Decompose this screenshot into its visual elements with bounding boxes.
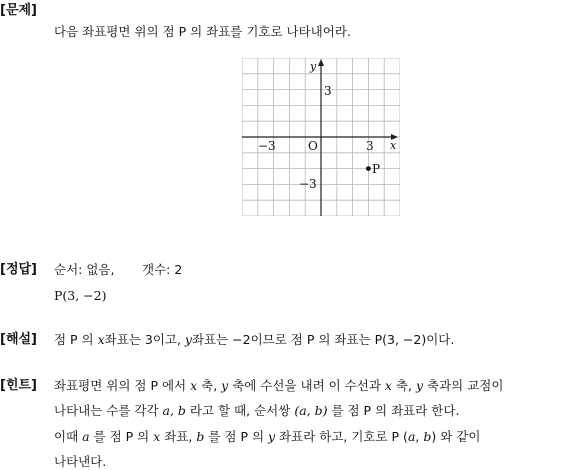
problem-heading: [문제] xyxy=(0,3,37,18)
origin-label: O xyxy=(308,139,318,153)
answer-count: 갯수: 2 xyxy=(142,262,183,277)
hint-line-1 xyxy=(54,378,503,394)
hint-l1-x: x xyxy=(190,378,198,393)
explanation-part2: 좌표는 3이고, xyxy=(104,332,185,347)
x-tick-neg3: −3 xyxy=(258,139,276,153)
x-axis-label: x xyxy=(390,139,397,152)
hint-l3-x: x xyxy=(153,429,161,444)
coordinate-plane xyxy=(242,58,400,216)
hint-l2-a: 나타내는 수를 각각 xyxy=(54,403,163,418)
hint-l3-bv: b xyxy=(196,429,205,444)
hint-l3-g: ) 와 같이 xyxy=(431,429,481,444)
explanation-heading: [해설] xyxy=(0,332,37,347)
x-tick-3: 3 xyxy=(366,139,374,153)
point-p-label: P xyxy=(372,162,381,176)
hint-l1-e: 축과의 교점이 xyxy=(423,378,504,393)
hint-l3-av2: a xyxy=(407,429,416,444)
hint-l3-y: y xyxy=(268,429,276,444)
hint-l3-f: , xyxy=(415,429,424,444)
y-tick-3: 3 xyxy=(324,84,332,98)
y-tick-neg3: −3 xyxy=(299,177,317,191)
explanation-x-var: x xyxy=(97,332,105,347)
hint-line-3 xyxy=(54,429,480,445)
explanation-text xyxy=(54,332,454,348)
explanation-part3: 좌표는 −2이므로 점 P 의 좌표는 P(3, −2)이다. xyxy=(191,332,455,347)
answer-order: 순서: 없음, xyxy=(54,262,115,277)
hint-l1-a: 좌표평면 위의 점 P 에서 xyxy=(54,378,191,393)
hint-l3-d: 를 점 P 의 xyxy=(204,429,269,444)
hint-l1-x2: x xyxy=(384,378,392,393)
hint-l1-y2: y xyxy=(415,378,424,393)
hint-l3-c: 좌표, xyxy=(160,429,197,444)
hint-l3-bv2: b xyxy=(423,429,432,444)
hint-l1-d: 축, xyxy=(391,378,416,393)
hint-l3-av: a xyxy=(82,429,90,444)
explanation-y-var: y xyxy=(184,332,192,347)
hint-line-2 xyxy=(54,403,459,419)
hint-heading: [힌트] xyxy=(0,378,37,393)
problem-question: 다음 좌표평면 위의 점 P 의 좌표를 기호로 나타내어라. xyxy=(54,24,351,39)
hint-l3-e: 좌표라 하고, 기호로 P ( xyxy=(275,429,408,444)
coordinate-plane-svg xyxy=(242,58,400,216)
answer-heading: [정답] xyxy=(0,262,37,277)
hint-l1-y: y xyxy=(221,378,229,393)
hint-l2-pair: (a, b) xyxy=(294,403,328,418)
hint-l1-c: 축에 수선을 내려 이 수선과 xyxy=(228,378,385,393)
y-axis-arrow xyxy=(318,59,324,66)
answer-value: P(3, −2) xyxy=(54,288,107,303)
hint-line-4: 나타낸다. xyxy=(54,454,107,469)
hint-l2-ab: a, b xyxy=(162,403,186,418)
hint-l2-b: 라고 할 때, 순서쌍 xyxy=(185,403,295,418)
y-axis-label: y xyxy=(310,60,317,73)
hint-l2-c: 를 점 P 의 좌표라 한다. xyxy=(327,403,460,418)
hint-l1-b: 축, xyxy=(197,378,222,393)
point-p-marker xyxy=(366,166,371,171)
hint-l3-b: 를 점 P 의 xyxy=(89,429,154,444)
hint-l3-a: 이때 xyxy=(54,429,83,444)
explanation-part1: 점 P 의 xyxy=(54,332,98,347)
